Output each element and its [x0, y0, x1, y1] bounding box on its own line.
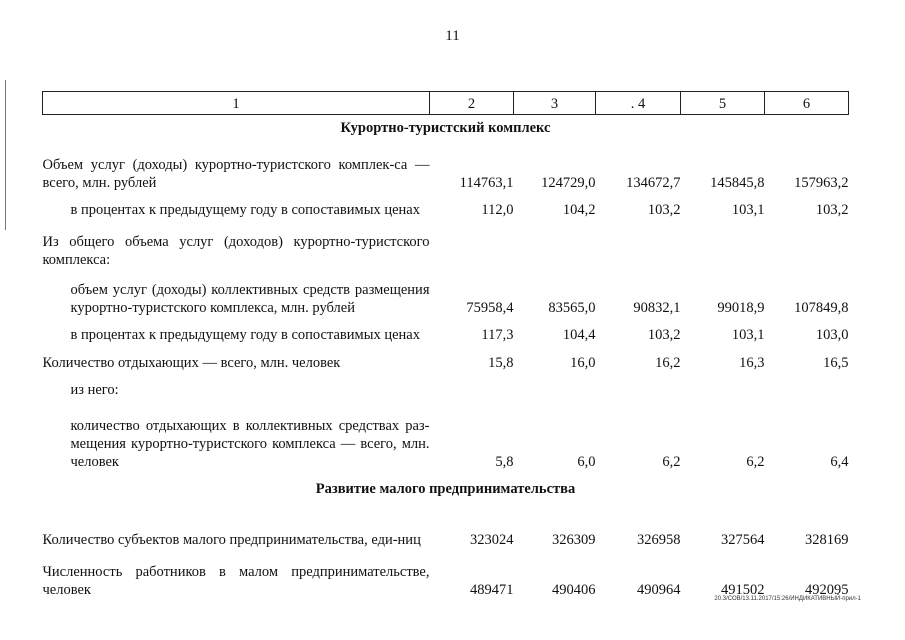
- page-number: 11: [445, 28, 460, 44]
- cell-value: [765, 372, 849, 399]
- section-title: Развитие малого предпринимательства: [315, 480, 576, 497]
- cell-value: 103,2: [815, 202, 849, 218]
- footer-document-code: 20.3/СОВ/13.11.2017/15:26/ИНДИКАТИВНЫЙ-прил-1: [714, 596, 861, 602]
- cell-value: [681, 372, 765, 399]
- cell-value: 16,2: [655, 355, 681, 371]
- cell-value: 145845,8: [710, 175, 765, 191]
- table-row: [43, 372, 849, 399]
- table-row: [43, 317, 849, 344]
- table-row: [43, 549, 849, 599]
- row-label: Объем услуг (доходы) курортно-туристского комплек-са — всего, млн. рублей: [42, 157, 430, 191]
- table-row: [43, 399, 849, 471]
- row-label: из него:: [70, 382, 119, 398]
- cell-value: 6,2: [746, 454, 765, 470]
- cell-value: 103,1: [731, 202, 765, 218]
- section-title: Курортно-туристский комплекс: [340, 120, 551, 136]
- row-label: Количество субъектов малого предпринимательства, еди-ниц: [42, 532, 421, 548]
- cell-value: 6,4: [830, 454, 849, 470]
- cell-value: 157963,2: [794, 175, 849, 191]
- cell-value: 112,0: [481, 202, 514, 218]
- cell-value: 107849,8: [794, 300, 849, 316]
- cell-value: 103,2: [647, 202, 681, 218]
- row-label: в процентах к предыдущему году в сопоставимых ценах: [70, 327, 420, 343]
- cell-value: [430, 219, 514, 269]
- cell-value: 90832,1: [633, 300, 681, 316]
- row-label: Количество отдыхающих — всего, млн. человек: [42, 355, 341, 371]
- cell-value: 6,0: [577, 454, 596, 470]
- table-row: [43, 344, 849, 372]
- column-header: . 4: [596, 92, 681, 115]
- table-row: [43, 269, 849, 317]
- table-row: [43, 142, 849, 192]
- cell-value: 16,5: [823, 355, 849, 371]
- table-row: [43, 219, 849, 269]
- cell-value: 114763,1: [459, 175, 514, 191]
- cell-value: 490406: [552, 582, 596, 598]
- cell-value: 103,0: [815, 327, 849, 343]
- row-label: объем услуг (доходы) коллективных средств размещения курортно-туристского комплекса, млн. рублей: [70, 282, 430, 316]
- cell-value: 491502: [721, 582, 765, 598]
- cell-value: 134672,7: [626, 175, 681, 191]
- cell-value: 16,0: [570, 355, 596, 371]
- cell-value: 490964: [637, 582, 681, 598]
- cell-value: 326309: [552, 532, 596, 548]
- cell-value: 328169: [805, 532, 849, 548]
- cell-value: 99018,9: [717, 300, 765, 316]
- column-header: 3: [514, 92, 596, 115]
- cell-value: 104,2: [562, 202, 596, 218]
- cell-value: 124729,0: [541, 175, 596, 191]
- indicator-table: [42, 91, 849, 599]
- table-row: [43, 507, 849, 549]
- cell-value: 103,2: [647, 327, 681, 343]
- cell-value: 15,8: [488, 355, 514, 371]
- cell-value: 103,1: [731, 327, 765, 343]
- row-label: Численность работников в малом предпринимательстве, человек: [42, 564, 430, 598]
- column-number-row: [43, 92, 849, 115]
- row-label: в процентах к предыдущему году в сопоставимых ценах: [70, 202, 420, 218]
- cell-value: [514, 219, 596, 269]
- cell-value: 83565,0: [548, 300, 596, 316]
- column-header: 6: [765, 92, 849, 115]
- cell-value: [765, 219, 849, 269]
- column-header: 5: [681, 92, 765, 115]
- cell-value: [596, 219, 681, 269]
- cell-value: 326958: [637, 532, 681, 548]
- cell-value: [514, 372, 596, 399]
- column-header: 2: [430, 92, 514, 115]
- cell-value: [596, 372, 681, 399]
- cell-value: 5,8: [495, 454, 514, 470]
- cell-value: [430, 372, 514, 399]
- cell-value: 6,2: [662, 454, 681, 470]
- cell-value: 117,3: [481, 327, 514, 343]
- row-label: Из общего объема услуг (доходов) курортно-туристского комплекса:: [42, 234, 430, 268]
- row-label: количество отдыхающих в коллективных средствах раз-мещения курортно-туристского комплекса — всего, млн. человек: [70, 418, 430, 470]
- section-heading-row: [43, 471, 849, 507]
- cell-value: 75958,4: [466, 300, 514, 316]
- cell-value: 327564: [721, 532, 765, 548]
- cell-value: 104,4: [562, 327, 596, 343]
- cell-value: 16,3: [739, 355, 765, 371]
- column-header: 1: [43, 92, 430, 115]
- cell-value: 323024: [470, 532, 514, 548]
- cell-value: 492095: [805, 582, 849, 598]
- section-heading-row: [43, 115, 849, 143]
- cell-value: 489471: [470, 582, 514, 598]
- scan-edge-line: [5, 80, 6, 230]
- cell-value: [681, 219, 765, 269]
- table-row: [43, 192, 849, 219]
